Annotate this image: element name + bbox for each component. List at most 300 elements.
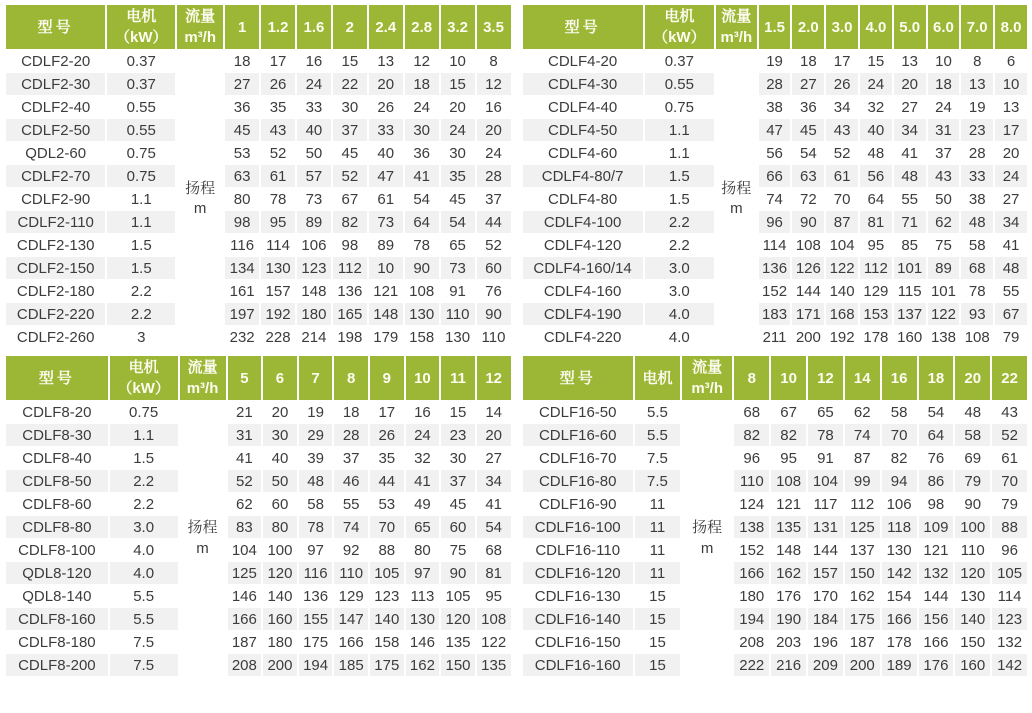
head-value-cell: 142	[992, 654, 1027, 676]
head-value-cell: 157	[808, 562, 843, 584]
table-row	[6, 50, 511, 72]
head-value-cell: 37	[928, 142, 960, 164]
head-value-cell: 20	[441, 96, 475, 118]
head-value-cell: 100	[263, 539, 297, 561]
head-value-cell: 54	[919, 401, 954, 423]
head-value-cell: 24	[297, 73, 331, 95]
motor-power-cell: 2.2	[110, 493, 178, 515]
head-value-cell: 8	[477, 50, 511, 72]
head-value-cell: 211	[759, 326, 791, 348]
flow-value-header: 3.2	[441, 5, 475, 49]
head-value-cell: 72	[792, 188, 824, 210]
head-value-cell: 36	[792, 96, 824, 118]
head-value-cell: 68	[477, 539, 511, 561]
head-value-cell: 52	[333, 165, 367, 187]
head-value-cell: 162	[771, 562, 806, 584]
head-value-cell: 130	[955, 585, 990, 607]
model-cell: CDLF2-90	[6, 188, 105, 210]
head-value-cell: 17	[995, 119, 1027, 141]
label-line: 流量	[185, 8, 216, 25]
head-value-cell: 140	[263, 585, 297, 607]
head-value-cell: 27	[894, 96, 926, 118]
model-cell: CDLF2-50	[6, 119, 105, 141]
head-value-cell: 152	[734, 539, 769, 561]
head-value-cell: 71	[894, 211, 926, 233]
model-cell: CDLF4-190	[523, 303, 643, 325]
motor-power-cell: 3	[107, 326, 175, 348]
head-value-cell: 87	[845, 447, 880, 469]
head-value-cell: 66	[759, 165, 791, 187]
head-value-cell: 198	[333, 326, 367, 348]
head-value-cell: 160	[263, 608, 297, 630]
head-value-cell: 47	[369, 165, 403, 187]
flow-value-header: 6.0	[928, 5, 960, 49]
table-row	[6, 562, 511, 584]
motor-power-cell: 0.75	[107, 142, 175, 164]
head-value-cell: 80	[225, 188, 259, 210]
head-value-cell: 48	[995, 257, 1027, 279]
model-cell: CDLF8-20	[6, 401, 108, 423]
head-value-cell: 17	[826, 50, 858, 72]
motor-power-cell: 0.55	[107, 96, 175, 118]
head-value-cell: 208	[734, 631, 769, 653]
head-value-cell: 37	[334, 447, 368, 469]
head-value-cell: 73	[297, 188, 331, 210]
head-value-cell: 166	[919, 631, 954, 653]
label-line: m	[730, 200, 743, 217]
table-row	[523, 234, 1028, 256]
table-row	[523, 96, 1028, 118]
head-value-cell: 135	[477, 654, 511, 676]
head-value-cell: 18	[405, 73, 439, 95]
flow-value-header: 18	[919, 356, 954, 400]
head-value-cell: 92	[334, 539, 368, 561]
head-value-cell: 171	[792, 303, 824, 325]
head-value-cell: 81	[860, 211, 892, 233]
head-value-cell: 90	[955, 493, 990, 515]
head-value-cell: 70	[992, 470, 1027, 492]
head-value-cell: 52	[992, 424, 1027, 446]
label-line: 流量	[187, 359, 218, 376]
head-value-cell: 36	[405, 142, 439, 164]
head-value-cell: 31	[228, 424, 262, 446]
head-value-cell: 200	[792, 326, 824, 348]
motor-power-cell: 2.2	[107, 303, 175, 325]
head-value-cell: 26	[826, 73, 858, 95]
head-value-cell: 32	[406, 447, 440, 469]
head-value-cell: 15	[441, 401, 475, 423]
head-value-cell: 43	[928, 165, 960, 187]
label-line: m	[700, 539, 714, 557]
head-value-cell: 160	[894, 326, 926, 348]
head-value-cell: 41	[477, 493, 511, 515]
head-value-cell: 55	[995, 280, 1027, 302]
head-value-cell: 10	[441, 50, 475, 72]
motor-power-cell: 2.2	[645, 234, 714, 256]
table-row	[523, 303, 1028, 325]
head-value-cell: 43	[992, 401, 1027, 423]
head-value-cell: 65	[406, 516, 440, 538]
head-value-cell: 36	[225, 96, 259, 118]
model-cell: CDLF2-180	[6, 280, 105, 302]
head-value-cell: 54	[792, 142, 824, 164]
head-value-cell: 166	[334, 631, 368, 653]
head-value-cell: 158	[370, 631, 404, 653]
model-cell: CDLF16-140	[523, 608, 633, 630]
head-value-cell: 78	[961, 280, 993, 302]
head-value-cell: 130	[882, 539, 917, 561]
head-value-cell: 95	[771, 447, 806, 469]
head-value-cell: 112	[860, 257, 892, 279]
head-value-cell: 18	[792, 50, 824, 72]
head-value-cell: 108	[405, 280, 439, 302]
head-value-cell: 70	[826, 188, 858, 210]
head-value-cell: 98	[225, 211, 259, 233]
head-value-cell: 10	[928, 50, 960, 72]
flow-value-header: 16	[882, 356, 917, 400]
motor-power-cell: 0.75	[110, 401, 178, 423]
flow-value-header: 7	[299, 356, 333, 400]
flow-value-header: 1.5	[759, 5, 791, 49]
motor-power-cell: 4.0	[110, 562, 178, 584]
flow-value-header: 12	[808, 356, 843, 400]
head-value-cell: 94	[882, 470, 917, 492]
head-value-cell: 30	[263, 424, 297, 446]
head-value-cell: 54	[405, 188, 439, 210]
head-value-cell: 136	[333, 280, 367, 302]
head-value-cell: 120	[955, 562, 990, 584]
head-value-cell: 95	[261, 211, 295, 233]
head-value-cell: 101	[928, 280, 960, 302]
motor-power-cell: 1.1	[645, 142, 714, 164]
head-value-cell: 58	[961, 234, 993, 256]
head-value-cell: 55	[894, 188, 926, 210]
motor-power-cell: 7.5	[110, 631, 178, 653]
label-line: （kW）	[114, 29, 168, 46]
head-value-cell: 86	[919, 470, 954, 492]
motor-power-cell: 15	[635, 608, 680, 630]
flow-column-header	[177, 5, 223, 49]
head-value-cell: 185	[334, 654, 368, 676]
head-value-cell: 41	[405, 165, 439, 187]
head-value-cell: 90	[441, 562, 475, 584]
head-value-cell: 176	[771, 585, 806, 607]
model-cell: CDLF2-260	[6, 326, 105, 348]
flow-value-header: 2.8	[405, 5, 439, 49]
motor-power-cell: 4.0	[645, 303, 714, 325]
head-value-cell: 73	[441, 257, 475, 279]
motor-power-cell: 3.0	[645, 257, 714, 279]
head-value-cell: 104	[826, 234, 858, 256]
head-value-cell: 62	[928, 211, 960, 233]
head-value-cell: 148	[369, 303, 403, 325]
head-value-cell: 88	[992, 516, 1027, 538]
head-unit-cell	[177, 50, 223, 348]
head-value-cell: 27	[477, 447, 511, 469]
head-value-cell: 116	[299, 562, 333, 584]
table-row	[523, 470, 1028, 492]
head-value-cell: 105	[370, 562, 404, 584]
head-value-cell: 80	[406, 539, 440, 561]
motor-column-header	[645, 5, 714, 49]
model-cell: CDLF2-30	[6, 73, 105, 95]
table-row	[6, 585, 511, 607]
table-row	[6, 303, 511, 325]
motor-power-cell: 1.5	[110, 447, 178, 469]
head-value-cell: 228	[261, 326, 295, 348]
head-value-cell: 10	[369, 257, 403, 279]
label-line: 电机	[664, 8, 695, 25]
head-value-cell: 24	[405, 96, 439, 118]
head-value-cell: 114	[759, 234, 791, 256]
head-value-cell: 23	[961, 119, 993, 141]
head-value-cell: 179	[369, 326, 403, 348]
head-value-cell: 18	[334, 401, 368, 423]
head-value-cell: 74	[334, 516, 368, 538]
head-value-cell: 27	[225, 73, 259, 95]
head-value-cell: 196	[808, 631, 843, 653]
table-row	[523, 585, 1028, 607]
head-value-cell: 48	[894, 165, 926, 187]
head-value-cell: 55	[334, 493, 368, 515]
head-value-cell: 162	[845, 585, 880, 607]
head-value-cell: 166	[882, 608, 917, 630]
head-value-cell: 48	[955, 401, 990, 423]
table-row	[523, 119, 1028, 141]
head-value-cell: 106	[297, 234, 331, 256]
head-value-cell: 32	[860, 96, 892, 118]
model-cell: CDLF16-70	[523, 447, 633, 469]
head-value-cell: 178	[860, 326, 892, 348]
head-value-cell: 148	[297, 280, 331, 302]
head-value-cell: 124	[734, 493, 769, 515]
flow-column-header	[716, 5, 757, 49]
head-value-cell: 135	[771, 516, 806, 538]
head-value-cell: 82	[333, 211, 367, 233]
head-value-cell: 78	[808, 424, 843, 446]
table-row	[6, 631, 511, 653]
head-value-cell: 21	[228, 401, 262, 423]
head-value-cell: 64	[860, 188, 892, 210]
flow-value-header: 10	[406, 356, 440, 400]
flow-value-header: 11	[441, 356, 475, 400]
head-value-cell: 73	[369, 211, 403, 233]
flow-value-header: 3.5	[477, 5, 511, 49]
head-value-cell: 20	[477, 119, 511, 141]
motor-power-cell: 5.5	[110, 585, 178, 607]
head-value-cell: 189	[882, 654, 917, 676]
head-value-cell: 13	[369, 50, 403, 72]
motor-power-cell: 11	[635, 539, 680, 561]
head-value-cell: 28	[759, 73, 791, 95]
head-value-cell: 132	[992, 631, 1027, 653]
head-value-cell: 99	[845, 470, 880, 492]
head-value-cell: 24	[860, 73, 892, 95]
head-value-cell: 14	[477, 401, 511, 423]
head-value-cell: 74	[759, 188, 791, 210]
head-value-cell: 41	[406, 470, 440, 492]
head-value-cell: 39	[299, 447, 333, 469]
head-value-cell: 40	[860, 119, 892, 141]
head-unit-cell	[716, 50, 757, 348]
head-value-cell: 144	[808, 539, 843, 561]
flow-value-header: 8	[334, 356, 368, 400]
table-row	[523, 562, 1028, 584]
head-value-cell: 168	[826, 303, 858, 325]
head-value-cell: 96	[759, 211, 791, 233]
flow-value-header: 7.0	[961, 5, 993, 49]
model-cell: CDLF8-30	[6, 424, 108, 446]
head-value-cell: 68	[734, 401, 769, 423]
head-value-cell: 121	[771, 493, 806, 515]
head-value-cell: 140	[955, 608, 990, 630]
model-cell: CDLF8-160	[6, 608, 108, 630]
head-value-cell: 40	[297, 119, 331, 141]
model-cell: CDLF8-60	[6, 493, 108, 515]
head-value-cell: 104	[808, 470, 843, 492]
motor-power-cell: 0.75	[645, 96, 714, 118]
head-value-cell: 35	[370, 447, 404, 469]
head-value-cell: 37	[441, 470, 475, 492]
head-value-cell: 138	[734, 516, 769, 538]
head-value-cell: 79	[992, 493, 1027, 515]
header-row	[523, 5, 1028, 49]
head-value-cell: 78	[261, 188, 295, 210]
table-row	[523, 165, 1028, 187]
model-cell: CDLF2-40	[6, 96, 105, 118]
head-value-cell: 203	[771, 631, 806, 653]
head-value-cell: 40	[369, 142, 403, 164]
motor-power-cell: 11	[635, 493, 680, 515]
head-value-cell: 162	[406, 654, 440, 676]
table-row	[6, 188, 511, 210]
model-cell: CDLF16-120	[523, 562, 633, 584]
flow-value-header: 6	[263, 356, 297, 400]
label-line: （kW）	[653, 29, 706, 46]
head-value-cell: 121	[369, 280, 403, 302]
table-row	[523, 608, 1028, 630]
head-value-cell: 150	[955, 631, 990, 653]
head-value-cell: 61	[261, 165, 295, 187]
model-cell: CDLF16-90	[523, 493, 633, 515]
head-value-cell: 108	[477, 608, 511, 630]
motor-power-cell: 2.2	[110, 470, 178, 492]
head-value-cell: 123	[370, 585, 404, 607]
flow-column-header	[180, 356, 226, 400]
head-value-cell: 52	[261, 142, 295, 164]
head-value-cell: 98	[333, 234, 367, 256]
head-value-cell: 65	[441, 234, 475, 256]
head-value-cell: 60	[477, 257, 511, 279]
flow-value-header: 9	[370, 356, 404, 400]
head-value-cell: 78	[405, 234, 439, 256]
label-line: 电机	[642, 369, 673, 387]
motor-power-cell: 2.2	[645, 211, 714, 233]
head-value-cell: 158	[405, 326, 439, 348]
flow-value-header: 22	[992, 356, 1027, 400]
head-value-cell: 137	[894, 303, 926, 325]
head-value-cell: 194	[299, 654, 333, 676]
model-column-header: 型号	[523, 5, 643, 49]
head-value-cell: 161	[225, 280, 259, 302]
head-value-cell: 197	[225, 303, 259, 325]
head-value-cell: 45	[333, 142, 367, 164]
model-cell: QDL8-120	[6, 562, 108, 584]
model-cell: CDLF4-160/14	[523, 257, 643, 279]
head-value-cell: 106	[882, 493, 917, 515]
head-value-cell: 41	[228, 447, 262, 469]
model-cell: QDL8-140	[6, 585, 108, 607]
head-value-cell: 33	[369, 119, 403, 141]
head-value-cell: 137	[845, 539, 880, 561]
head-value-cell: 130	[261, 257, 295, 279]
model-cell: CDLF8-80	[6, 516, 108, 538]
cdlf2-spec-table	[4, 4, 513, 349]
head-value-cell: 135	[441, 631, 475, 653]
table-row	[6, 211, 511, 233]
head-value-cell: 97	[406, 562, 440, 584]
head-value-cell: 53	[225, 142, 259, 164]
motor-power-cell: 4.0	[110, 539, 178, 561]
head-value-cell: 160	[955, 654, 990, 676]
head-value-cell: 24	[406, 424, 440, 446]
head-value-cell: 26	[261, 73, 295, 95]
flow-value-header: 2	[333, 5, 367, 49]
model-cell: CDLF16-60	[523, 424, 633, 446]
table-row	[523, 211, 1028, 233]
head-value-cell: 47	[759, 119, 791, 141]
table-row	[523, 280, 1028, 302]
motor-power-cell: 11	[635, 562, 680, 584]
motor-power-cell: 7.5	[635, 447, 680, 469]
head-value-cell: 43	[261, 119, 295, 141]
head-value-cell: 178	[882, 631, 917, 653]
table-row	[523, 447, 1028, 469]
head-value-cell: 50	[263, 470, 297, 492]
head-value-cell: 19	[299, 401, 333, 423]
head-value-cell: 23	[441, 424, 475, 446]
head-value-cell: 113	[406, 585, 440, 607]
head-value-cell: 20	[995, 142, 1027, 164]
model-cell: CDLF16-130	[523, 585, 633, 607]
head-value-cell: 28	[334, 424, 368, 446]
head-value-cell: 35	[441, 165, 475, 187]
head-value-cell: 148	[771, 539, 806, 561]
table-row	[6, 234, 511, 256]
head-value-cell: 13	[894, 50, 926, 72]
motor-power-cell: 2.2	[107, 280, 175, 302]
head-value-cell: 118	[882, 516, 917, 538]
head-value-cell: 49	[406, 493, 440, 515]
head-value-cell: 144	[919, 585, 954, 607]
head-value-cell: 13	[961, 73, 993, 95]
head-value-cell: 88	[370, 539, 404, 561]
head-value-cell: 101	[894, 257, 926, 279]
head-value-cell: 70	[882, 424, 917, 446]
flow-value-header: 1	[225, 5, 259, 49]
head-value-cell: 45	[225, 119, 259, 141]
head-value-cell: 93	[961, 303, 993, 325]
head-value-cell: 41	[894, 142, 926, 164]
head-value-cell: 30	[405, 119, 439, 141]
head-value-cell: 40	[263, 447, 297, 469]
motor-power-cell: 7.5	[635, 470, 680, 492]
head-value-cell: 35	[261, 96, 295, 118]
head-value-cell: 208	[228, 654, 262, 676]
head-value-cell: 157	[261, 280, 295, 302]
flow-value-header: 1.2	[261, 5, 295, 49]
head-value-cell: 18	[928, 73, 960, 95]
